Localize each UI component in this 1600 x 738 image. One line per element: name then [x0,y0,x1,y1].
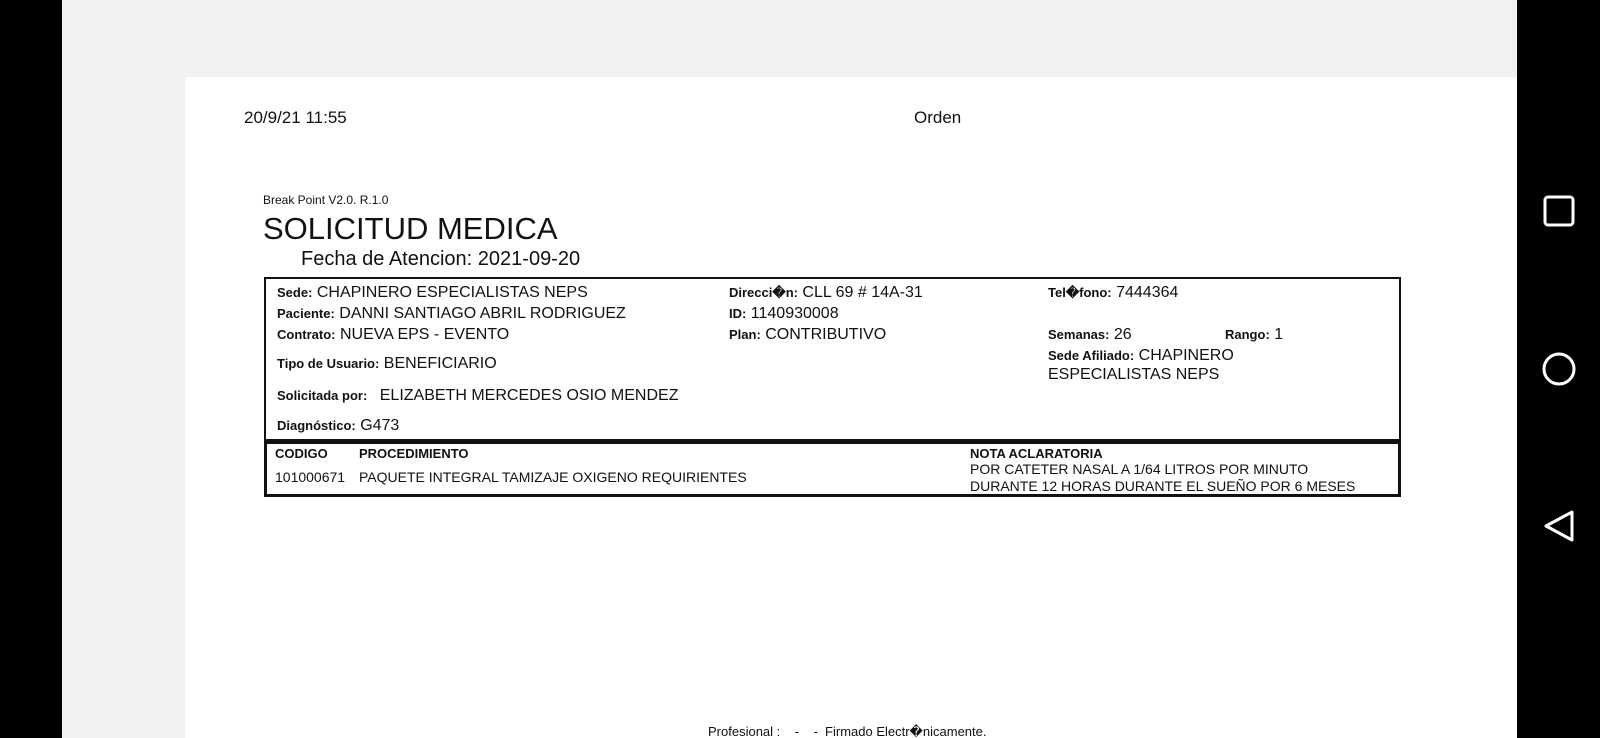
plan-value: CONTRIBUTIVO [765,326,887,343]
id-value: 1140930008 [750,305,839,322]
solicitada-field [277,387,678,405]
solicitada-value: ELIZABETH MERCEDES OSIO MENDEZ [379,387,679,404]
form-title: SOLICITUD MEDICA [263,211,558,246]
back-button[interactable] [1541,508,1577,544]
solicitada-label: Solicitada por: [277,388,368,403]
patient-info-box [264,277,1401,441]
table-row-nota-line1: POR CATETER NASAL A 1/64 LITROS POR MINUTO [970,461,1309,477]
home-icon [1541,351,1577,387]
plan-label: Plan: [729,327,761,342]
recents-button[interactable] [1541,193,1577,229]
back-icon [1541,508,1577,544]
sede-afiliado-label: Sede Afiliado: [1048,348,1135,363]
nota-header: NOTA ACLARATORIA [970,446,1103,461]
codigo-header: CODIGO [275,446,328,461]
semanas-value: 26 [1113,326,1132,343]
diagnostico-label: Diagnóstico: [277,418,356,433]
rango-field [1225,326,1283,344]
tipo-usuario-value: BENEFICIARIO [383,355,497,372]
telefono-field [1048,284,1178,302]
sede-afiliado-value-line1: CHAPINERO [1138,347,1234,364]
procedimiento-header: PROCEDIMIENTO [359,446,469,461]
diagnostico-field [277,417,399,435]
procedures-table [264,441,1401,497]
table-row-procedimiento: PAQUETE INTEGRAL TAMIZAJE OXIGENO REQUIRIENTES [359,469,747,485]
document-page[interactable] [185,77,1517,738]
contrato-value: NUEVA EPS - EVENTO [339,326,510,343]
recents-icon [1541,193,1577,229]
sede-label: Sede: [277,285,313,300]
plan-field [729,326,886,344]
telefono-value: 7444364 [1116,284,1179,301]
print-datetime: 20/9/21 11:55 [244,108,347,127]
tipo-usuario-label: Tipo de Usuario: [277,356,380,371]
diagnostico-value: G473 [360,417,400,434]
semanas-label: Semanas: [1048,327,1110,342]
semanas-field [1048,326,1132,344]
document-viewer[interactable] [62,0,1517,738]
direccion-label: Direcci�n: [729,285,798,300]
paciente-field [277,305,626,323]
paciente-value: DANNI SANTIAGO ABRIL RODRIGUEZ [339,305,626,322]
telefono-label: Tel�fono: [1048,285,1112,300]
contrato-field [277,326,509,344]
direccion-field [729,284,923,302]
android-navigation-bar [1517,0,1600,738]
rango-label: Rango: [1225,327,1270,342]
paciente-label: Paciente: [277,306,335,321]
footer-signature: Profesional : - - Firmado Electr�nicamente. [708,724,987,738]
sede-afiliado-value-line2: ESPECIALISTAS NEPS [1048,366,1220,383]
table-row-codigo: 101000671 [275,469,346,485]
version-label: Break Point V2.0. R.1.0 [263,193,389,207]
document-title: Orden [914,108,962,127]
home-button[interactable] [1541,351,1577,387]
contrato-label: Contrato: [277,327,336,342]
sede-value: CHAPINERO ESPECIALISTAS NEPS [316,284,588,301]
id-label: ID: [729,306,747,321]
tipo-usuario-field [277,355,497,373]
table-row-nota-line2: DURANTE 12 HORAS DURANTE EL SUEÑO POR 6 MESES [970,478,1356,494]
id-field [729,305,839,323]
sede-afiliado-field [1048,347,1234,365]
direccion-value: CLL 69 # 14A-31 [802,284,923,301]
attention-date: Fecha de Atencion: 2021-09-20 [301,248,581,270]
sede-field [277,284,588,302]
rango-value: 1 [1274,326,1284,343]
